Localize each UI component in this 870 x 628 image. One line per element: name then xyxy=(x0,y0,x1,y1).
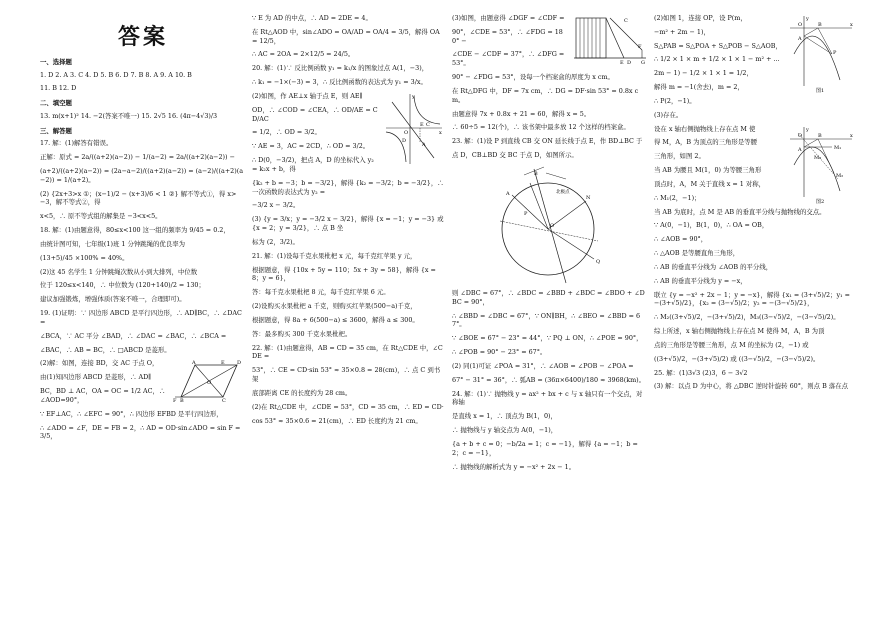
q20-line: −3/2 x − 3/2。 xyxy=(252,201,300,210)
q21-line: 根据题意，得 {10x + 5y = 110；5x + 3y = 58}，解得 {x = 8；y = 6}， xyxy=(252,265,436,283)
label-O: O xyxy=(798,132,803,139)
text-line: 当 AB 为底时，点 M 是 AB 的垂直平分线与抛物线的交点。 xyxy=(654,207,826,216)
label-north-pole: 北极点 xyxy=(556,189,570,195)
q17-line: x<5，∴ 原不等式组的解集是 −3<x<5。 xyxy=(40,212,162,221)
q20-line: ∴ D(0，−3/2)，把点 A，D 的坐标代入 y₂ = k₂x + b，得 xyxy=(252,156,374,173)
text-line: (3)如图，由题意得 ∠DGF = ∠CDF = xyxy=(452,14,565,22)
text-line: 顶点时，A，M 关于直线 x = 1 对称， xyxy=(654,179,766,188)
label-A: A xyxy=(798,36,802,42)
label-P: P xyxy=(524,210,528,217)
q23-line: ∴ ∠POB = 90° − 23° = 67°。 xyxy=(452,348,547,357)
globe-figure xyxy=(494,165,606,287)
label-A: A xyxy=(506,190,510,197)
label-O: O xyxy=(404,129,409,136)
label-D: D xyxy=(237,360,242,367)
label-E: E xyxy=(420,121,424,128)
q22-line: (2)在 Rt△CDE 中，∠CDE = 53°，CD = 35 cm，∴ ED = CD· xyxy=(252,402,444,411)
q21-line: 答：最多购买 300 千克水果枇杷。 xyxy=(252,329,352,338)
label-B: B xyxy=(818,22,822,28)
q23-line: 23. 解：(1)设 P 到直线 CB 交 ON 延长线于点 E，作 BD⊥BC 于 xyxy=(452,137,643,146)
fig1-caption: 图1 xyxy=(816,88,825,94)
q21-line: 21. 解：(1)设每千克水果枇杷 x 元，每千克红苹果 y 元， xyxy=(252,251,417,260)
q20-line: ∴ k₁ = −1×(−3) = 3，∴ 反比例函数的表达式为 y₁ = 3/x。 xyxy=(252,78,427,87)
label-O: O xyxy=(207,380,212,387)
q19-line: 由(1)知四边形 ABCD 是菱形，∴ AD∥ xyxy=(40,373,152,382)
text-line: 在 Rt△DFG 中，DF = 7x cm，∴ DG = DF·sin 53° = 0.8x cm。 xyxy=(452,86,639,104)
q17-line: (a+2)/((a+2)(a−2)) = (2a−a−2)/((a+2)(a−2)) = (a−2)/((a+2)(a−2)) = 1/(a+2)。 xyxy=(40,166,244,184)
text-line: 90° − ∠FDG = 53°，设每一个档案盒的厚度为 x cm。 xyxy=(452,73,614,82)
text-line: ∴ ∠AOB = 90°， xyxy=(654,235,708,244)
parabola-figure-1 xyxy=(788,14,854,94)
q21-line: 根据题意，得 8a + 6(500−a) ≤ 3600，解得 a ≤ 300。 xyxy=(252,315,419,324)
text-line: ∴ AB 的垂直平分线为 y = −x， xyxy=(654,276,747,285)
q20-line: OD，∴ ∠COD = ∠CEA，∴ OD/AE = CD/AC xyxy=(252,105,378,123)
column-4 xyxy=(654,0,854,396)
label-B: B xyxy=(534,170,538,177)
q20-line: (2)如图，作 AE⊥x 轴于点 E，则 AE∥ xyxy=(252,91,363,100)
text-line: 由题意得 7x + 0.8x + 21 = 60，解得 x = 5。 xyxy=(452,109,591,118)
text-line: ((3+√5)/2，−(3+√5)/2) 或 ((3−√5)/2，−(3−√5)/2)。 xyxy=(654,354,820,363)
label-y: y xyxy=(412,93,415,100)
page-title: 答案 xyxy=(118,24,169,50)
parabola-figure-2 xyxy=(788,125,854,205)
text-line: 在 Rt△AOD 中，sin∠ADO = OA/AD = OA/4 = 3/5，解得 OA = 12/5， xyxy=(252,27,440,45)
q24-line: {a + b + c = 0；−b/2a = 1；c = −1}，解得 {a = −1；b = 2；c = −1}， xyxy=(452,439,638,457)
q20-line: (3) {y = 3/x；y = −3/2 x − 3/2}，解得 {x = −1；y = −3} 或 {x = 2；y = 3/2}，∴ 点 B 坐 xyxy=(252,215,444,233)
label-y: y xyxy=(806,16,809,22)
text-line: S△PAB = S△POA + S△POB − S△AOB， xyxy=(654,41,782,50)
q22-line: 22. 解：(1)由题意得，AB = CD = 35 cm，在 Rt△CDE 中，∠CDE = xyxy=(252,343,443,361)
text-line: −m² + 2m − 1)， xyxy=(654,27,710,36)
label-D: D xyxy=(402,137,407,144)
text-line: ∴ 60÷5 = 12(个)，∴ 该书架中最多放 12 个这样的档案盒。 xyxy=(452,123,630,132)
q23-line: 67° − 31° = 36°，∴ 弧AB = (36π×6400)/180 ≈ 3968(km)。 xyxy=(452,375,646,384)
label-C: C xyxy=(624,18,628,24)
q18-line: 18. 解：(1)由题意得，80≤x<100 这一组的频率为 9/45 = 0.2， xyxy=(40,226,230,235)
text-line: ∠CDE − ∠CDF = 37°，∴ ∠DFG = 53°。 xyxy=(452,50,565,68)
q17-line: 17. 解：(1)解答有错误。 xyxy=(40,139,113,148)
q25-line: 25. 解：(1)3√3 (2)3，6 − 3√2 xyxy=(654,368,748,377)
section-choice-heading: 一、选择题 xyxy=(40,58,72,67)
q19-line: BC，BD ⊥ AC，OA = OC = 1/2 AC，∴ ∠AOD=90°， xyxy=(40,387,166,404)
q24-line: 24. 解：(1)∵ 抛物线 y = ax² + bx + c 与 x 轴只有一个交点，对称轴 xyxy=(452,389,643,407)
text-line: ∴ AB 的垂直平分线为 ∠AOB 的平分线， xyxy=(654,262,773,271)
text-line: 得 M，A，B 为顶点的三角形是等腰 xyxy=(654,138,757,147)
choice-answers-2: 11. B 12. D xyxy=(40,84,77,93)
text-line: ∴ M₁(2，−1)； xyxy=(654,193,701,202)
q21-line: 答：每千克水果枇杷 8 元，每千克红苹果 6 元。 xyxy=(252,288,390,297)
q19-line: ∠BCA，∵ AC 平分 ∠BAD，∴ ∠DAC = ∠BAC，∴ ∠BCA = xyxy=(40,331,227,340)
q20-line: {k₂ + b = −3；b = −3/2}，解得 {k₂ = −3/2；b = −3/2}，∴ 一次函数的表达式为 y₂ = xyxy=(252,178,444,196)
section-fill-heading: 二、填空题 xyxy=(40,98,72,107)
label-M2: M₂ xyxy=(836,172,844,179)
q25-line: (3) 解：以点 D 为中心，将 △DBC 逆时针旋转 60°，则点 B 落在点 xyxy=(654,382,849,391)
label-F: F xyxy=(638,44,642,50)
text-line: ∴ AC = 2OA = 2×12/5 = 24/5。 xyxy=(252,50,355,59)
text-line: 联立 {y = −x² + 2x − 1；y = −x}，解得 {x₁ = (3+√5)/2；y₁ = −(3+√5)/2}，{x₂ = (3−√5)/2；y₂ = −(3−√5)/2}， xyxy=(654,290,851,308)
label-x: x xyxy=(850,132,853,139)
choice-answers: 1. D 2. A 3. C 4. D 5. B 6. D 7. B 8. A 9. A 10. B xyxy=(40,71,192,80)
q24-line: ∴ 抛物线的解析式为 y = −x² + 2x − 1。 xyxy=(452,462,576,471)
q22-line: cos 53° ≈ 35×0.6 = 21(cm)，∴ ED 长度约为 21 cm。 xyxy=(252,416,422,425)
text-line: ∴ P(2，−1)。 xyxy=(654,96,696,105)
q19-line: ∠BAC，∴ AB = BC，∴ □ABCD 是菱形。 xyxy=(40,345,171,354)
text-line: ∴ 1/2 × 1 × m + 1/2 × 1 × 1 − m² + ... xyxy=(654,55,780,64)
label-A: A xyxy=(422,141,426,148)
section-solve-heading: 三、解答题 xyxy=(40,126,72,135)
text-line: 90°，∠CDE = 53°，∴ ∠FDG = 180° − xyxy=(452,27,563,45)
q23-line: ∵ ∠BOE = 67° − 23° = 44°，∵ PQ ⊥ ON，∴ ∠POE = 90°， xyxy=(452,334,643,343)
q22-line: 53°，∴ CE = CD·sin 53° ≈ 35×0.8 = 28(cm)，∴ 点 C 到书架 xyxy=(252,366,441,384)
rhombus-figure xyxy=(173,359,245,403)
text-line: 设在 x 轴右侧抛物线上存在点 M 使 xyxy=(654,124,756,133)
q19-line: ∵ EF⊥AC，∴ ∠EFC = 90°，∴ 四边形 EFBD 是平行四边形， xyxy=(40,409,223,418)
text-line: ∵ A(0，−1)，B(1，0)，∴ OA = OB， xyxy=(654,221,769,230)
q23-line: 点 D，CB⊥BD 交 BC 于点 D，如图所示。 xyxy=(452,151,578,160)
fig2-caption: 图2 xyxy=(816,198,825,205)
q20-line: 标为 (2，3/2)。 xyxy=(252,237,299,246)
label-P: P xyxy=(833,50,837,56)
hyperbola-figure xyxy=(382,92,444,166)
q17-line: (2) {2x+3>x ①；(x−1)/2 − (x+3)/6 < 1 ②} 解不等式①，得 x>−3，解不等式②，得 xyxy=(40,189,237,207)
text-line: 点的三角形是等腰三角形，点 M 的坐标为 (2，−1) 或 xyxy=(654,340,809,349)
label-C: C xyxy=(426,121,430,128)
label-x: x xyxy=(439,129,442,136)
text-line: ∵ E 为 AD 的中点，∴ AD = 2DE = 4。 xyxy=(252,14,372,22)
label-F: F xyxy=(173,398,177,404)
label-Q: Q xyxy=(596,258,601,265)
text-line: ∴ △AOB 是等腰直角三角形， xyxy=(654,249,740,258)
label-x: x xyxy=(850,22,853,28)
column-1 xyxy=(40,0,245,446)
q18-line: 位于 120≤x<140，∴ 中位数为 (120+140)/2 = 130； xyxy=(40,281,205,290)
q21-line: (2)设购买水果枇杷 a 千克，则购买红苹果(500−a)千克， xyxy=(252,302,417,311)
label-O: O xyxy=(798,22,803,28)
label-E: E xyxy=(221,360,225,367)
text-line: 解得 m = −1(舍去)，m = 2， xyxy=(654,83,744,92)
q18-line: 建议加强锻炼，增强体质(答案不唯一，合理即可)。 xyxy=(40,295,186,304)
text-line: 当 AB 为腰且 M(1，0) 为等腰三角形 xyxy=(654,166,762,175)
label-y: y xyxy=(806,126,809,133)
label-C: C xyxy=(222,398,226,404)
text-line: (2)如图 1，连接 OP，设 P(m， xyxy=(654,14,747,22)
label-O: O xyxy=(550,222,555,229)
label-N: N xyxy=(586,194,591,201)
q24-line: ∴ 抛物线与 y 轴交点为 A(0，−1)， xyxy=(452,426,558,435)
fill-answers: 13. m(x+1)² 14. −2(答案不唯一) 15. 2√5 16. (4π−4√3)/3 xyxy=(40,111,218,120)
text-line: 三角形，如图 2。 xyxy=(654,152,705,161)
label-M3: M₃ xyxy=(814,154,822,161)
q20-line: 20. 解：(1)∵ 反比例函数 y₁ = k₁/x 的图象过点 A(1，−3)， xyxy=(252,64,429,73)
label-D: D xyxy=(627,60,632,64)
q23-line: 则 ∠DBC = 67°，∴ ∠BDC = ∠BBD + ∠BDC = ∠BDO + ∠DBC = 90°， xyxy=(452,288,645,306)
q23-line: ∴ ∠BBD = ∠DBC = 67°，∵ ON∥BH，∴ ∠BEO = ∠BBD = 67°。 xyxy=(452,311,641,329)
label-E: E xyxy=(620,60,624,64)
label-B: B xyxy=(180,398,184,404)
text-line: (3)存在。 xyxy=(654,110,683,119)
text-line: 2m − 1) − 1/2 × 1 × 1 = 1/2， xyxy=(654,69,753,78)
q22-line: 底部距离 CE 的长度约为 28 cm。 xyxy=(252,388,352,397)
q19-line: 19. (1)证明：∵ 四边形 ABCD 是平行四边形，∴ AD∥BC，∴ ∠DAC = xyxy=(40,309,242,326)
q20-line: = 1/2，∴ OD = 3/2。 xyxy=(252,128,321,137)
label-B: B xyxy=(818,132,822,139)
text-line: ∴ M₂((3+√5)/2，−(3+√5)/2)，M₃((3−√5)/2，−(3−√5)/2)。 xyxy=(654,313,840,322)
text-line: 综上所述，x 轴右侧抛物线上存在点 M 使得 M，A，B 为顶 xyxy=(654,327,825,336)
q23-line: (2) 同(1)可证 ∠POA = 31°，∴ ∠AOB = ∠POB − ∠POA = xyxy=(452,361,634,370)
q18-line: 由统计图可知，七年级(1)班 1 分钟跳绳的优良率为 xyxy=(40,239,185,248)
q17-line: 正解：原式 = 2a/((a+2)(a−2)) − 1/(a−2) = 2a/((a+2)(a−2)) − xyxy=(40,153,235,162)
q20-line: ∵ AE = 3，AC = 2CD，∴ OD = 3/2。 xyxy=(252,142,370,151)
column-3 xyxy=(452,0,648,476)
q24-line: 是直线 x = 1，∴ 顶点为 B(1，0)， xyxy=(452,412,557,421)
q18-line: (13+5)/45 ×100% = 40%。 xyxy=(40,253,129,262)
label-A: A xyxy=(798,146,802,153)
label-M1: M₁ xyxy=(834,144,842,151)
q19-line: (2)解：如图，连接 BD，交 AC 于点 O， xyxy=(40,359,159,368)
label-A: A xyxy=(192,360,196,367)
q19-line: ∴ ∠ADO = ∠F，DE = FB = 2，∴ AD = OD·sin∠ADO = sin F = 3/5， xyxy=(40,423,241,441)
q18-line: (2)这 45 名学生 1 分钟跳绳次数从小到大排列，中位数 xyxy=(40,267,198,276)
column-2 xyxy=(252,0,444,430)
label-G: G xyxy=(641,60,645,64)
bookshelf-figure xyxy=(572,14,648,64)
